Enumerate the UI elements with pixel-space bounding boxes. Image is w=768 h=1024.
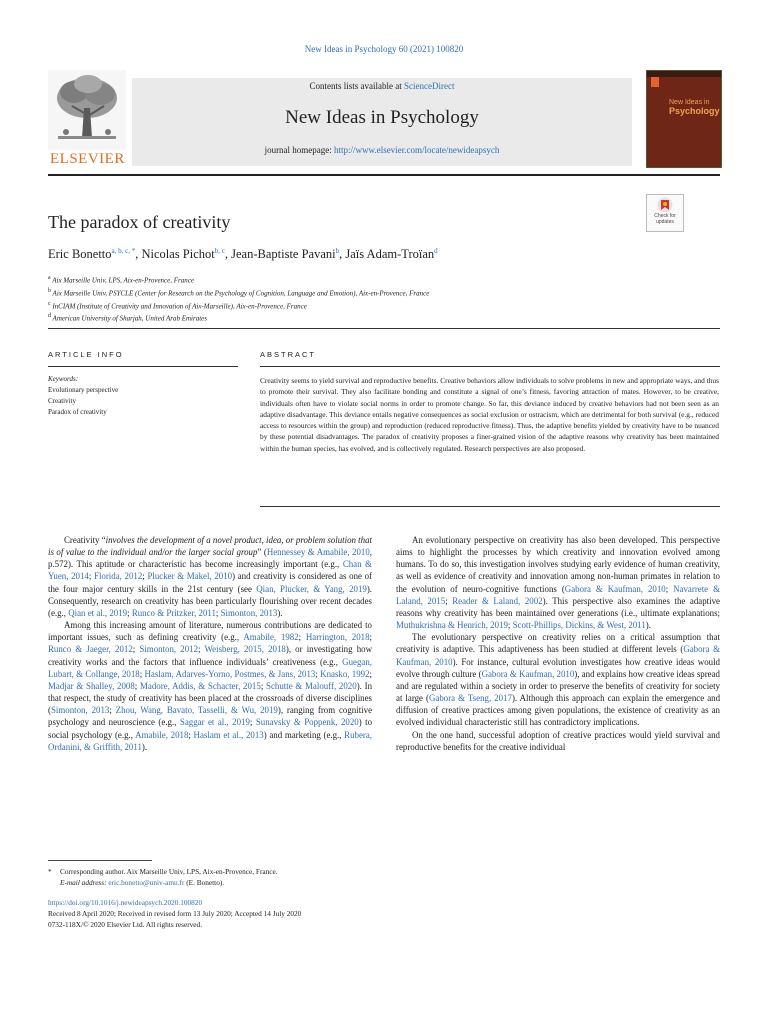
citation-link[interactable]: Gabora & Kaufman, 2010 (564, 583, 666, 594)
footnote-line: * Corresponding author. Aix Marseille Univ, LPS, Aix-en-Provence, France. (48, 867, 278, 876)
body-text: ; (88, 571, 95, 582)
cover-title-small: New Ideas in (669, 99, 710, 106)
citation-link[interactable]: Sunavsky & Poppenk, 2020 (255, 717, 359, 728)
affiliation-item: $^a$ Aix Marseille Univ, LPS, Aix-en-Provence, France (48, 275, 194, 285)
affiliation-item: $^b$ Aix Marseille Univ, PSYCLE (Center for Research on the Psychology of Cognition, Language and Emotion), Aix-en-Provence, France (48, 287, 430, 298)
citation-link[interactable]: Madore, Addis, & Schacter, 2015 (140, 680, 261, 691)
body-text: ), and explains how creative ideas spread and are regulated within a society in order to preserve the benefits of creativity for society at large ( (396, 668, 720, 704)
citation-link[interactable]: Haslam, Adarves-Yorno, Postmes, & Jans, 2013 (144, 668, 316, 679)
sciencedirect-link[interactable]: ScienceDirect (404, 81, 455, 91)
citation-link[interactable]: Harrington, 2018 (305, 632, 370, 643)
author[interactable]: Jaïs Adam-Troïan (345, 247, 435, 262)
keyword-item: Paradox of creativity (48, 408, 107, 416)
cover-title-big: Psychology (669, 105, 720, 116)
author-affiliation-marks[interactable]: a, b, c, * (111, 247, 136, 255)
body-text: Creativity “ (64, 535, 106, 545)
received-dates: Received 8 April 2020; Received in revised form 13 July 2020; Accepted 14 July 2020 (48, 909, 302, 919)
author-affiliation-marks[interactable]: d (434, 247, 438, 255)
affiliation-list (48, 273, 429, 324)
footnote-mark: * (48, 867, 52, 876)
body-text: ; (315, 668, 321, 679)
body-text: ) to social psychology (e.g., (48, 717, 373, 740)
abstract-bottom-rule (260, 506, 720, 507)
citation-link[interactable]: Gabora & Tseng, 2017 (428, 693, 512, 704)
publication-info (48, 897, 301, 931)
body-text: ). (645, 620, 651, 631)
citation-link[interactable]: Simonton, 2012 (139, 644, 199, 655)
citation-link[interactable]: Weisberg, 2015, 2018 (204, 644, 286, 655)
homepage-line (132, 145, 632, 155)
citation-link[interactable]: Navarrete & Laland, 2015 (396, 583, 720, 606)
journal-header-box (132, 78, 632, 166)
citation-link[interactable]: Saggar et al., 2019 (179, 717, 250, 728)
body-text: On the one hand, successful adoption of creative practices would yield survival and reproductive benefits for the creative individual (396, 729, 720, 752)
publisher-logo (48, 70, 126, 168)
italic-quote: involves the development of a novel product, idea, or problem solution that is of value to the individual and/or the larger social group (48, 535, 372, 558)
body-text: ; (665, 583, 674, 594)
keyword-item: Creativity (48, 397, 76, 405)
citation-link[interactable]: Amabile, 1982 (243, 632, 299, 643)
keyword-item: Evolutionary perspective (48, 386, 119, 394)
citation-link[interactable]: Madjar & Shalley, 2008 (48, 680, 135, 691)
body-text: ” ( (257, 547, 267, 558)
body-text: ; (109, 705, 116, 716)
affiliation-divider (48, 328, 720, 329)
cover-title (669, 99, 721, 117)
citation-link[interactable]: Simonton, 2013 (220, 607, 278, 618)
citation-link[interactable]: Runco & Pritzker, 2011 (131, 607, 216, 618)
body-column-right (396, 534, 720, 753)
body-text: ; (132, 644, 140, 655)
abstract-heading: ABSTRACT (260, 350, 317, 359)
citation-link[interactable]: Plucker & Makel, 2010 (147, 571, 233, 582)
body-text: ; (249, 717, 256, 728)
article-info-rule (48, 366, 238, 367)
body-text: ). (141, 741, 148, 752)
body-text: ). For instance, cultural evolution investigates how creative ideas would evolve through culture ( (396, 656, 720, 679)
citation-link[interactable]: Guegan, Lubart, & Collange, 2018 (48, 656, 372, 679)
body-text: ). Consequently, research on creativity has been particularly flourishing over recent decades (e.g., (48, 583, 373, 618)
check-updates-icon (657, 197, 673, 213)
header-divider (48, 174, 720, 176)
citation-link[interactable]: Qian, Plucker, & Yang, 2019 (256, 583, 367, 594)
check-updates-label: Check for updates (654, 213, 676, 225)
body-text: Among this increasing amount of literature, numerous contributions are dedicated to important issues, such as defining creativity (e.g., (48, 620, 372, 643)
body-text: ; (198, 644, 205, 655)
body-text: , p.572). This aptitude or characteristic has become increasingly important (e.g., (48, 547, 372, 570)
citation-link[interactable]: Scott-Phillips, Dickins, & West, 2011 (512, 620, 646, 631)
body-column-left (48, 534, 372, 753)
body-text: ), ranging from cognitive psychology and neuroscience (e.g., (48, 705, 373, 728)
body-text: ; (134, 680, 140, 691)
citation-link[interactable]: Qian et al., 2019 (68, 607, 128, 618)
article-info-heading: ARTICLE INFO (48, 350, 124, 359)
body-text: ) and creativity is considered as one of the four major century skills in the 21st century (see (48, 571, 373, 594)
body-text: ; (142, 571, 148, 582)
citation-link[interactable]: Runco & Jaeger, 2012 (48, 644, 133, 655)
citation-link[interactable]: Muthukrishna & Henrich, 2019 (396, 620, 508, 631)
copyright: 0732-118X/© 2020 Elsevier Ltd. All rights reserved. (48, 920, 203, 930)
publisher-name: ELSEVIER (50, 151, 125, 167)
body-paragraph (396, 729, 720, 753)
body-text: ; (127, 607, 132, 618)
elsevier-tree-icon (48, 70, 126, 150)
body-text: ; (188, 729, 194, 740)
contents-prefix: Contents lists available at (309, 81, 404, 91)
citation-link[interactable]: Schutte & Malouff, 2020 (266, 680, 357, 691)
author-affiliation-marks[interactable]: b (335, 247, 340, 255)
body-text: The evolutionary perspective on creativity relies on a critical assumption that creativity is adaptive. This adaptiveness has been studied at different levels ( (396, 632, 720, 655)
affiliation-item: $^d$ American University of Sharjah, United Arab Emirates (48, 313, 207, 323)
contents-line (132, 81, 632, 91)
body-paragraph (396, 631, 720, 728)
footnote (48, 866, 278, 888)
body-text: An evolutionary perspective on creativity has also been developed. This perspective aims to highlight the processes by which creativity and innovation evolved among humans. To do so, this investigation involves studying early evidence of human creativity, as well as evidence of creativity and innovation among non-human primates in relation to the evolution of neuro-cognitive functions ( (396, 535, 720, 594)
citation-link[interactable]: Florida, 2012 (94, 571, 143, 582)
keywords-label: Keywords: (48, 375, 79, 383)
author[interactable]: Eric Bonetto (48, 247, 112, 262)
citation-link[interactable]: Simonton, 2013 (50, 705, 110, 716)
citation-link[interactable]: Gabora & Kaufman, 2010 (481, 668, 575, 679)
citation-link[interactable]: Haslam et al., 2013 (193, 729, 264, 740)
body-text: ; (369, 632, 372, 643)
footnote-divider (48, 860, 152, 861)
body-text: ; (507, 620, 513, 631)
body-text: ) and marketing (e.g., (263, 729, 345, 740)
body-text: ; (298, 632, 306, 643)
abstract-rule (260, 366, 720, 367)
author[interactable]: Jean-Baptiste Pavani (231, 247, 336, 262)
citation-link[interactable]: Reader & Laland, 2002 (452, 595, 543, 606)
author-affiliation-marks[interactable]: b, c (214, 247, 225, 255)
body-text: ). This perspective also examines the adaptive reasons why creativity has been maintained over generations (i.e., ultimate explanations; (396, 595, 720, 618)
abstract-text: Creativity seems to yield survival and reproductive benefits. Creative behaviors allow individuals to solve problems in new and appropriate ways, and thus to promote their survival. They also facilitate bonding and constitute a signal of one’s fitness, favoring attraction of mates. However, to be creative, individuals often have to violate social norms in order to promote change. So far, this deviance induced by creative behaviors had not been seen as an adaptive disadvantage. This deviance entails negative consequences as social exclusion or ostracism, which are detrimental for both survival (e.g., reduced access to resources within the group) and reproduction (reduced reproductive fitness). Thus, the adaptive benefits yielded by creativity have to be nuanced by these potential disadvantages. The paradox of creativity proposes a finer-grained vision of the adaptive reasons why creativity has been maintained within the human species, has evolved, and is collectively regulated. Research perspectives are also proposed. (260, 376, 719, 453)
citation-link[interactable]: Zhou, Wang, Bavato, Tasselli, & Wu, 2019 (115, 705, 278, 716)
citation-link[interactable]: Rubera, Ordanini, & Griffith, 2011 (48, 729, 373, 752)
body-text: ; (215, 607, 221, 618)
email-link[interactable]: eric.bonetto@univ-amu.fr (108, 878, 185, 887)
doi-link[interactable]: https://doi.org/10.1016/j.newideapsych.2020.100820 (48, 898, 203, 907)
journal-cover[interactable] (646, 70, 722, 168)
body-paragraph (48, 619, 372, 753)
body-text: ). Although this approach can explain the emergence and diffusion of creative practices among given populations, the existence of creativity as an evolved individual characteristic still has contradictory implications. (396, 693, 721, 728)
body-text: ; (139, 668, 145, 679)
body-paragraph (396, 534, 720, 631)
body-text: ). (277, 607, 283, 618)
citation-link[interactable]: Chan & Yuen, 2014 (48, 559, 372, 582)
keywords-block (48, 374, 238, 418)
body-text: ; (445, 595, 453, 606)
homepage-link[interactable]: http://www.elsevier.com/locate/newideapsych (334, 145, 500, 155)
body-text: ), or investigating how creativity works and the factors that influence individuals’ creativeness (e.g., (48, 644, 372, 667)
author-list: Eric Bonetto$^{a, b, c, *}$, Nicolas Pichot$^{b, c}$, Jean-Baptiste Pavani$^b$, Jaïs Adam-Troïan$^d$ (48, 247, 438, 262)
body-text: ). In that respect, the study of creativity has been placed at the crossroads of diverse disciplines ( (48, 680, 372, 716)
journal-title: New Ideas in Psychology (285, 107, 479, 128)
footnote-email-line: E-mail address: eric.bonetto@univ-amu.fr (E. Bonetto). (60, 878, 225, 887)
check-updates-badge[interactable] (646, 194, 684, 232)
citation-link[interactable]: Knasko, 1992 (320, 668, 370, 679)
citation-link[interactable]: Amabile, 2018 (135, 729, 189, 740)
citation-link[interactable]: Gabora & Kaufman, 2010 (396, 644, 720, 667)
paper-title: The paradox of creativity (48, 212, 231, 232)
cover-badge (651, 77, 659, 87)
homepage-prefix: journal homepage: (264, 145, 335, 155)
email-label: E-mail address: (60, 878, 109, 887)
author[interactable]: Nicolas Pichot (141, 247, 215, 262)
citation-link[interactable]: Hennessey & Amabile, 2010 (266, 547, 370, 558)
body-text: ; (369, 668, 373, 679)
body-text: ; (260, 680, 267, 691)
journal-header (48, 70, 720, 168)
journal-citation[interactable]: New Ideas in Psychology 60 (2021) 100820 (304, 44, 464, 54)
body-paragraph (48, 534, 372, 619)
affiliation-item: $^c$ InCIAM (Institute of Creativity and Innovation of Aix-Marseille), Aix-en-Provence, France (48, 300, 307, 310)
